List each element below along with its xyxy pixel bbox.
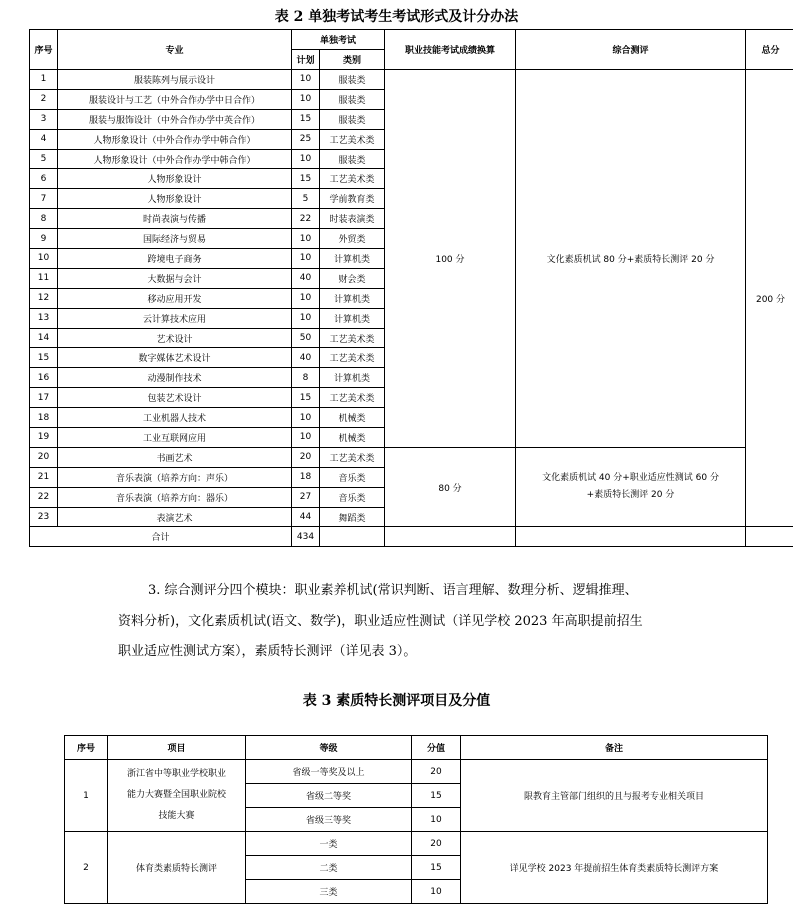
empty-cell — [746, 527, 793, 547]
row-category: 音乐类 — [320, 467, 385, 487]
row-category: 音乐类 — [320, 487, 385, 507]
row-major: 表演艺术 — [58, 507, 292, 527]
t3-score: 15 — [412, 784, 461, 808]
t3-seq-2: 2 — [65, 832, 108, 904]
header-exam-group: 单独考试 — [292, 30, 385, 50]
row-major: 艺术设计 — [58, 328, 292, 348]
header-total: 总分 — [746, 30, 793, 70]
paragraph-line-2: 资料分析)，文化素质机试(语文、数学)，职业适应性测试（详见学校 2023 年高职提前招生 — [118, 613, 643, 629]
header-vocational: 职业技能考试成绩换算 — [385, 30, 516, 70]
row-plan: 18 — [292, 467, 320, 487]
row-seq: 1 — [30, 70, 58, 90]
row-category: 工艺美术类 — [320, 348, 385, 368]
row-plan: 27 — [292, 487, 320, 507]
row-major: 大数据与会计 — [58, 268, 292, 288]
t3-item-1-line3: 技能大赛 — [158, 811, 195, 821]
table-row — [65, 760, 768, 784]
comprehensive-b-line2: +素质特长测评 20 分 — [586, 490, 675, 501]
row-category: 计算机类 — [320, 368, 385, 388]
row-category: 工艺美术类 — [320, 388, 385, 408]
sum-value: 434 — [292, 527, 320, 547]
empty-cell — [385, 527, 516, 547]
row-plan: 10 — [292, 408, 320, 428]
row-plan: 40 — [292, 348, 320, 368]
row-category: 工艺美术类 — [320, 169, 385, 189]
row-plan: 22 — [292, 209, 320, 229]
row-seq: 21 — [30, 467, 58, 487]
row-plan: 40 — [292, 268, 320, 288]
row-seq: 13 — [30, 308, 58, 328]
row-plan: 15 — [292, 109, 320, 129]
row-seq: 5 — [30, 149, 58, 169]
row-plan: 10 — [292, 89, 320, 109]
row-major: 人物形象设计 — [58, 189, 292, 209]
row-major: 移动应用开发 — [58, 288, 292, 308]
row-category: 舞蹈类 — [320, 507, 385, 527]
comprehensive-b — [516, 447, 746, 527]
row-seq: 4 — [30, 129, 58, 149]
t3-level: 二类 — [246, 856, 412, 880]
row-seq: 16 — [30, 368, 58, 388]
t3-item-1 — [108, 760, 246, 832]
row-major: 数字媒体艺术设计 — [58, 348, 292, 368]
vocational-score-b: 80 分 — [385, 447, 516, 527]
row-category: 时装表演类 — [320, 209, 385, 229]
row-plan: 10 — [292, 249, 320, 269]
row-seq: 19 — [30, 428, 58, 448]
table-row — [30, 70, 793, 90]
row-major: 跨境电子商务 — [58, 249, 292, 269]
row-plan: 20 — [292, 447, 320, 467]
t3-score: 10 — [412, 880, 461, 904]
row-seq: 11 — [30, 268, 58, 288]
t3-header-score: 分值 — [412, 736, 461, 760]
t3-header-seq: 序号 — [65, 736, 108, 760]
t3-item-1-line2: 能力大赛暨全国职业院校 — [126, 790, 226, 800]
row-major: 音乐表演（培养方向：器乐） — [58, 487, 292, 507]
row-plan: 5 — [292, 189, 320, 209]
t3-score: 15 — [412, 856, 461, 880]
row-major: 服装设计与工艺（中外合作办学中日合作） — [58, 89, 292, 109]
row-major: 人物形象设计（中外合作办学中韩合作） — [58, 149, 292, 169]
sum-row — [30, 527, 793, 547]
row-major: 时尚表演与传播 — [58, 209, 292, 229]
row-plan: 44 — [292, 507, 320, 527]
row-plan: 8 — [292, 368, 320, 388]
row-major: 人物形象设计（中外合作办学中韩合作） — [58, 129, 292, 149]
row-major: 服装陈列与展示设计 — [58, 70, 292, 90]
row-seq: 17 — [30, 388, 58, 408]
t3-level: 一类 — [246, 832, 412, 856]
row-category: 工艺美术类 — [320, 129, 385, 149]
row-seq: 10 — [30, 249, 58, 269]
exam-scoring-table — [29, 29, 793, 547]
row-category: 机械类 — [320, 408, 385, 428]
row-major: 工业互联网应用 — [58, 428, 292, 448]
row-plan: 15 — [292, 169, 320, 189]
row-seq: 18 — [30, 408, 58, 428]
table2-title: 表 2 单独考试考生考试形式及计分办法 — [274, 9, 519, 25]
row-seq: 6 — [30, 169, 58, 189]
header-category: 类别 — [320, 50, 385, 70]
empty-cell — [320, 527, 385, 547]
row-category: 工艺美术类 — [320, 447, 385, 467]
row-plan: 10 — [292, 70, 320, 90]
t3-header-note: 备注 — [461, 736, 768, 760]
row-seq: 15 — [30, 348, 58, 368]
row-major: 服装与服饰设计（中外合作办学中英合作） — [58, 109, 292, 129]
talent-assessment-table — [64, 735, 768, 904]
row-major: 包装艺术设计 — [58, 388, 292, 408]
sum-label: 合计 — [30, 527, 292, 547]
row-major: 音乐表演（培养方向：声乐） — [58, 467, 292, 487]
header-comprehensive: 综合测评 — [516, 30, 746, 70]
row-plan: 10 — [292, 428, 320, 448]
row-seq: 2 — [30, 89, 58, 109]
t3-note-1: 限教育主管部门组织的且与报考专业相关项目 — [461, 760, 768, 832]
row-major: 人物形象设计 — [58, 169, 292, 189]
body-paragraph — [118, 576, 758, 668]
t3-item-1-line1: 浙江省中等职业学校职业 — [126, 769, 226, 779]
row-seq: 9 — [30, 229, 58, 249]
row-category: 财会类 — [320, 268, 385, 288]
row-category: 服装类 — [320, 109, 385, 129]
row-plan: 10 — [292, 149, 320, 169]
row-category: 服装类 — [320, 89, 385, 109]
header-plan: 计划 — [292, 50, 320, 70]
row-major: 国际经济与贸易 — [58, 229, 292, 249]
comprehensive-a: 文化素质机试 80 分+素质特长测评 20 分 — [516, 70, 746, 448]
row-seq: 12 — [30, 288, 58, 308]
t3-level: 省级二等奖 — [246, 784, 412, 808]
header-major: 专业 — [58, 30, 292, 70]
paragraph-line-1: 3. 综合测评分四个模块：职业素养机试(常识判断、语言理解、数理分析、逻辑推理、 — [148, 583, 638, 598]
row-major: 云计算技术应用 — [58, 308, 292, 328]
row-category: 机械类 — [320, 428, 385, 448]
row-category: 计算机类 — [320, 249, 385, 269]
t3-level: 省级三等奖 — [246, 808, 412, 832]
row-plan: 15 — [292, 388, 320, 408]
t3-note-2: 详见学校 2023 年提前招生体育类素质特长测评方案 — [461, 832, 768, 904]
row-plan: 10 — [292, 288, 320, 308]
row-major: 工业机器人技术 — [58, 408, 292, 428]
t3-score: 10 — [412, 808, 461, 832]
row-seq: 22 — [30, 487, 58, 507]
row-major: 书画艺术 — [58, 447, 292, 467]
comprehensive-b-line1: 文化素质机试 40 分+职业适应性测试 60 分 — [542, 473, 719, 484]
t3-item-2: 体育类素质特长测评 — [108, 832, 246, 904]
t3-level: 省级一等奖及以上 — [246, 760, 412, 784]
row-category: 服装类 — [320, 149, 385, 169]
row-seq: 3 — [30, 109, 58, 129]
header-seq: 序号 — [30, 30, 58, 70]
table-row — [30, 447, 793, 467]
t3-level: 三类 — [246, 880, 412, 904]
row-seq: 23 — [30, 507, 58, 527]
row-seq: 20 — [30, 447, 58, 467]
row-plan: 10 — [292, 308, 320, 328]
row-plan: 50 — [292, 328, 320, 348]
row-category: 计算机类 — [320, 288, 385, 308]
row-seq: 8 — [30, 209, 58, 229]
row-category: 学前教育类 — [320, 189, 385, 209]
row-major: 动漫制作技术 — [58, 368, 292, 388]
table3-title: 表 3 素质特长测评项目及分值 — [302, 693, 491, 709]
vocational-score-a: 100 分 — [385, 70, 516, 448]
row-category: 服装类 — [320, 70, 385, 90]
row-plan: 10 — [292, 229, 320, 249]
row-plan: 25 — [292, 129, 320, 149]
row-seq: 14 — [30, 328, 58, 348]
row-category: 工艺美术类 — [320, 328, 385, 348]
t3-seq-1: 1 — [65, 760, 108, 832]
t3-score: 20 — [412, 832, 461, 856]
row-category: 计算机类 — [320, 308, 385, 328]
paragraph-line-3: 职业适应性测试方案），素质特长测评（详见表 3）。 — [118, 644, 417, 659]
row-seq: 7 — [30, 189, 58, 209]
row-category: 外贸类 — [320, 229, 385, 249]
empty-cell — [516, 527, 746, 547]
t3-score: 20 — [412, 760, 461, 784]
total-score: 200 分 — [746, 70, 793, 527]
t3-header-item: 项目 — [108, 736, 246, 760]
t3-header-level: 等级 — [246, 736, 412, 760]
table-row — [65, 832, 768, 856]
